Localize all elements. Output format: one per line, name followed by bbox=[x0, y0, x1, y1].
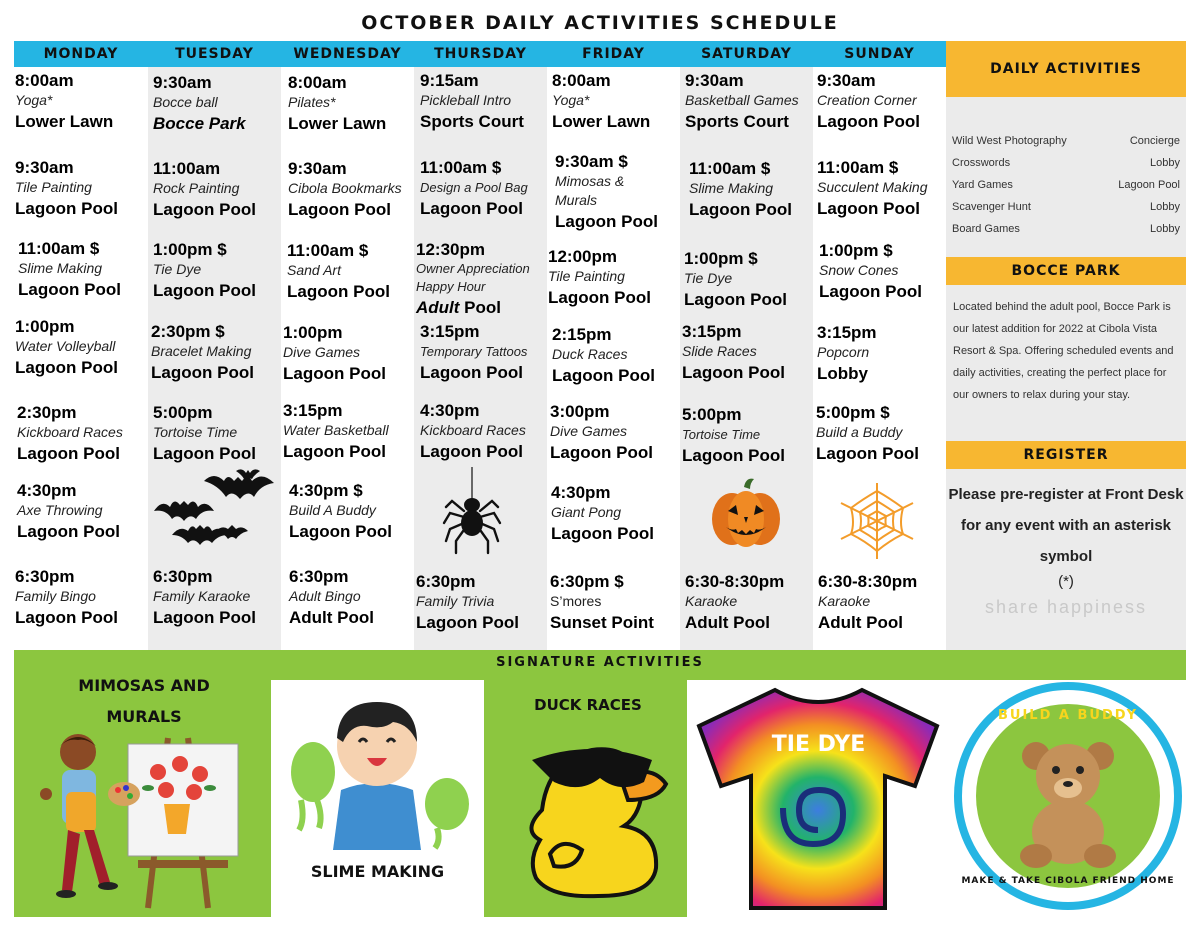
register-asterisk: (*) bbox=[1058, 573, 1074, 590]
day-monday: MONDAY bbox=[43, 46, 119, 62]
bocce-park-heading: BOCCE PARK bbox=[946, 257, 1186, 285]
event-item: 9:30am Tile Painting Lagoon Pool bbox=[15, 158, 118, 218]
bats-icon bbox=[152, 469, 278, 556]
event-item: 1:00pm Water Volleyball Lagoon Pool bbox=[15, 317, 118, 377]
event-item: 3:15pm Water Basketball Lagoon Pool bbox=[283, 401, 389, 461]
signature-activities bbox=[14, 650, 1186, 917]
column-tuesday bbox=[148, 67, 281, 650]
event-item: 1:00pm $ Tie Dye Lagoon Pool bbox=[684, 249, 787, 309]
event-item: 11:00am $ Sand Art Lagoon Pool bbox=[287, 241, 390, 301]
event-item: 11:00am $ Succulent Making Lagoon Pool bbox=[817, 158, 928, 218]
event-item: 3:15pm Popcorn Lobby bbox=[817, 323, 877, 383]
buddy-subtitle: MAKE & TAKE CIBOLA FRIEND HOME bbox=[961, 876, 1175, 886]
day-tuesday: TUESDAY bbox=[175, 46, 254, 62]
event-item: 5:00pm Tortoise Time Lagoon Pool bbox=[153, 403, 256, 463]
day-thursday: THURSDAY bbox=[434, 46, 527, 62]
event-item: 6:30-8:30pm Karaoke Adult Pool bbox=[685, 572, 785, 632]
day-header-bar bbox=[14, 41, 946, 67]
event-item: 9:30am Cibola Bookmarks Lagoon Pool bbox=[288, 159, 402, 219]
signature-title: SIGNATURE ACTIVITIES bbox=[496, 655, 704, 670]
event-item: 4:30pm Axe Throwing Lagoon Pool bbox=[17, 481, 120, 541]
event-item: 2:30pm Kickboard Races Lagoon Pool bbox=[17, 403, 123, 463]
event-item: 12:30pm Owner Appreciation Happy Hour Adult Pool bbox=[416, 240, 530, 317]
event-item: 3:15pm Slide Races Lagoon Pool bbox=[682, 322, 785, 382]
buddy-title: BUILD A BUDDY bbox=[997, 708, 1138, 723]
column-wednesday bbox=[281, 67, 414, 650]
slime-panel bbox=[271, 680, 484, 917]
sidebar: DAILY ACTIVITIES Wild West Photography Concierge Crosswords Lobby Yard Games Lagoon Pool Scavenger Hunt Lobby Board Games Lobby BOCCE PARK Located behind the adult pool, Bocce Park is our latest addition for 2022 at Cibola Vista Resort & Spa. Offering scheduled events and daily activities, creating the perfect place for our owners to relax during your stay. REGISTER Please pre-register at Front Desk for any event with an asterisk symbol (*) share happiness bbox=[946, 41, 1186, 650]
event-item: 11:00am Rock Painting Lagoon Pool bbox=[153, 159, 256, 219]
column-sunday bbox=[813, 67, 946, 650]
event-item: 11:00am $ Design a Pool Bag Lagoon Pool bbox=[420, 158, 528, 218]
event-item: 5:00pm Tortoise Time Lagoon Pool bbox=[682, 405, 785, 465]
slime-kid-illustration bbox=[271, 680, 484, 850]
column-thursday bbox=[414, 67, 547, 650]
event-item: 1:00pm $ Tie Dye Lagoon Pool bbox=[153, 240, 256, 300]
event-item: 1:00pm Dive Games Lagoon Pool bbox=[283, 323, 386, 383]
event-item: 3:15pm Temporary Tattoos Lagoon Pool bbox=[420, 322, 528, 382]
event-item: 6:30pm Family Karaoke Lagoon Pool bbox=[153, 567, 256, 627]
painter-illustration bbox=[38, 730, 248, 915]
column-saturday bbox=[680, 67, 813, 650]
column-friday bbox=[547, 67, 680, 650]
event-item: 6:30pm $ S’mores Sunset Point bbox=[550, 572, 654, 632]
event-item: 9:30am Creation Corner Lagoon Pool bbox=[817, 71, 920, 131]
tiedye-panel bbox=[687, 680, 950, 917]
tagline: share happiness bbox=[984, 597, 1148, 617]
spider-icon bbox=[442, 467, 502, 570]
event-item: 8:00am Yoga* Lower Lawn bbox=[15, 71, 114, 131]
event-item: 5:00pm $ Build a Buddy Lagoon Pool bbox=[816, 403, 919, 463]
day-friday: FRIDAY bbox=[582, 46, 645, 62]
event-item: 4:30pm $ Build A Buddy Lagoon Pool bbox=[289, 481, 392, 541]
event-item: 11:00am $ Slime Making Lagoon Pool bbox=[18, 239, 121, 299]
pumpkin-icon bbox=[708, 475, 784, 556]
register-text: Please pre-register at Front Desk for any event with an asterisk symbol bbox=[948, 486, 1184, 565]
slime-label: SLIME MAKING bbox=[310, 862, 445, 881]
event-item: 9:15am Pickleball Intro Sports Court bbox=[420, 71, 524, 131]
event-item: 3:00pm Dive Games Lagoon Pool bbox=[550, 402, 653, 462]
day-saturday: SATURDAY bbox=[701, 46, 792, 62]
event-item: 9:30am Basketball Games Sports Court bbox=[685, 71, 799, 131]
event-item: 9:30am Bocce ball Bocce Park bbox=[153, 73, 246, 133]
event-item: 8:00am Pilates* Lower Lawn bbox=[288, 73, 387, 133]
event-item: 4:30pm Giant Pong Lagoon Pool bbox=[551, 483, 654, 543]
bocce-park-description: Located behind the adult pool, Bocce Park is our latest addition for 2022 at Cibola Vista Resort & Spa. Offering scheduled events and daily activities, creating the perfect place for our owners to relax during your stay. bbox=[953, 301, 1174, 401]
spiderweb-icon bbox=[837, 481, 917, 566]
event-item: 12:00pm Tile Painting Lagoon Pool bbox=[548, 247, 651, 307]
tiedye-shirt-illustration bbox=[687, 680, 950, 917]
mimosas-label: MIMOSAS AND MURALS bbox=[78, 676, 210, 726]
event-item: 9:30am $ Mimosas & Murals Lagoon Pool bbox=[555, 152, 658, 231]
event-item: 6:30-8:30pm Karaoke Adult Pool bbox=[818, 572, 918, 632]
event-item: 2:15pm Duck Races Lagoon Pool bbox=[552, 325, 655, 385]
buddy-panel bbox=[950, 680, 1186, 917]
event-item: 2:30pm $ Bracelet Making Lagoon Pool bbox=[151, 322, 254, 382]
event-item: 6:30pm Adult Bingo Adult Pool bbox=[289, 567, 374, 627]
event-item: 8:00am Yoga* Lower Lawn bbox=[552, 71, 651, 131]
duck-label: DUCK RACES bbox=[534, 696, 642, 714]
page-title: OCTOBER DAILY ACTIVITIES SCHEDULE bbox=[361, 12, 839, 34]
event-item: 1:00pm $ Snow Cones Lagoon Pool bbox=[819, 241, 922, 301]
daily-activities-heading: DAILY ACTIVITIES bbox=[946, 41, 1186, 97]
event-item: 4:30pm Kickboard Races Lagoon Pool bbox=[420, 401, 526, 461]
tiedye-label: TIE DYE bbox=[771, 732, 866, 757]
duck-illustration bbox=[502, 720, 672, 905]
event-item: 11:00am $ Slime Making Lagoon Pool bbox=[689, 159, 792, 219]
register-heading: REGISTER bbox=[946, 441, 1186, 469]
event-item: 6:30pm Family Bingo Lagoon Pool bbox=[15, 567, 118, 627]
event-item: 6:30pm Family Trivia Lagoon Pool bbox=[416, 572, 519, 632]
day-sunday: SUNDAY bbox=[844, 46, 915, 62]
day-wednesday: WEDNESDAY bbox=[293, 46, 402, 62]
column-monday bbox=[14, 67, 148, 650]
